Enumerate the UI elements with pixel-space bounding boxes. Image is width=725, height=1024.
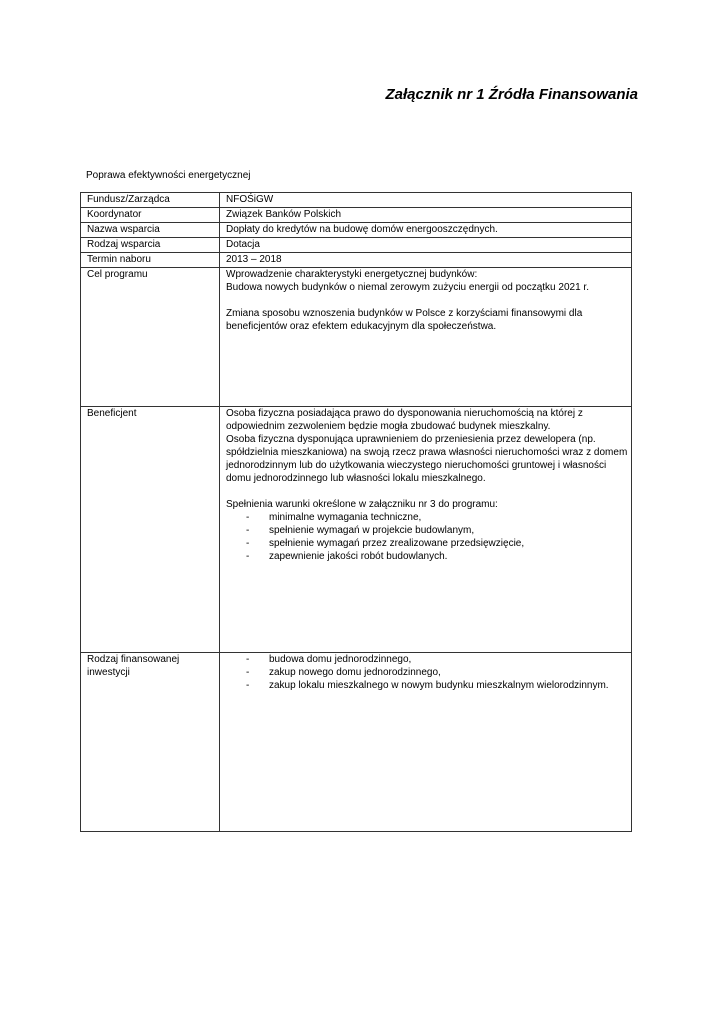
- beneficjent-paragraph-2: Spełnienia warunki określone w załączniku nr 3 do programu:: [226, 499, 498, 510]
- row-value-inwestycje: [220, 653, 632, 832]
- row-value-cel: [220, 268, 632, 407]
- beneficjent-requirements-list: [226, 511, 631, 563]
- row-value-termin: 2013 – 2018: [220, 253, 632, 268]
- table-row: [81, 208, 632, 223]
- page-title: Załącznik nr 1 Źródła Finansowania: [385, 86, 638, 103]
- list-item: - zapewnienie jakości robót budowlanych.: [226, 550, 631, 563]
- list-item: - spełnienie wymagań przez zrealizowane przedsięwzięcie,: [226, 537, 631, 550]
- list-item: - zakup lokalu mieszkalnego w nowym budynku mieszkalnym wielorodzinnym.: [226, 679, 631, 692]
- table-row: [81, 653, 632, 832]
- row-value-nazwa: Dopłaty do kredytów na budowę domów energooszczędnych.: [220, 223, 632, 238]
- list-item: - minimalne wymagania techniczne,: [226, 511, 631, 524]
- table-row: [81, 223, 632, 238]
- row-label-fundusz: Fundusz/Zarządca: [81, 193, 220, 208]
- cel-paragraph-2: Zmiana sposobu wznoszenia budynków w Polsce z korzyściami finansowymi dla beneficjentów oraz efektem edukacyjnym dla społeczeństwa.: [226, 308, 583, 332]
- inwestycje-label-text: Rodzaj finansowanej inwestycji: [87, 654, 180, 678]
- row-label-koordynator: Koordynator: [81, 208, 220, 223]
- row-value-fundusz: NFOŚiGW: [220, 193, 632, 208]
- section-subtitle: Poprawa efektywności energetycznej: [86, 170, 251, 181]
- cel-paragraph-1: Wprowadzenie charakterystyki energetycznej budynków: Budowa nowych budynków o niemal zerowym zużyciu energii od początku 2021 r.: [226, 269, 589, 293]
- row-label-inwestycje: [81, 653, 220, 832]
- table-row: [81, 193, 632, 208]
- list-item: - budowa domu jednorodzinnego,: [226, 653, 631, 666]
- list-item: - spełnienie wymagań w projekcie budowlanym,: [226, 524, 631, 537]
- row-label-rodzaj: Rodzaj wsparcia: [81, 238, 220, 253]
- program-table: [80, 192, 632, 832]
- list-item: - zakup nowego domu jednorodzinnego,: [226, 666, 631, 679]
- row-label-cel: Cel programu: [81, 268, 220, 407]
- table-row: [81, 268, 632, 407]
- row-value-koordynator: Związek Banków Polskich: [220, 208, 632, 223]
- table-row: [81, 253, 632, 268]
- row-value-beneficjent: [220, 407, 632, 653]
- beneficjent-paragraph-1: Osoba fizyczna posiadająca prawo do dysponowania nieruchomością na której z odpowiednim zezwoleniem będzie mogła zbudować budynek mieszkalny. Osoba fizyczna dysponująca uprawnieniem do przeniesienia przez dewelopera (np. spółdzielnia mieszkaniowa) na swoją rzecz prawa własności nieruchomości wraz z domem jednorodzinnym lub do użytkowania wieczystego nieruchomości gruntowej i własności domu jednorodzinnego lub własności lokalu mieszkalnego.: [226, 408, 628, 484]
- table-row: [81, 407, 632, 653]
- table-row: [81, 238, 632, 253]
- row-label-nazwa: Nazwa wsparcia: [81, 223, 220, 238]
- row-value-rodzaj: Dotacja: [220, 238, 632, 253]
- row-label-termin: Termin naboru: [81, 253, 220, 268]
- inwestycje-list: [226, 653, 631, 692]
- row-label-beneficjent: Beneficjent: [81, 407, 220, 653]
